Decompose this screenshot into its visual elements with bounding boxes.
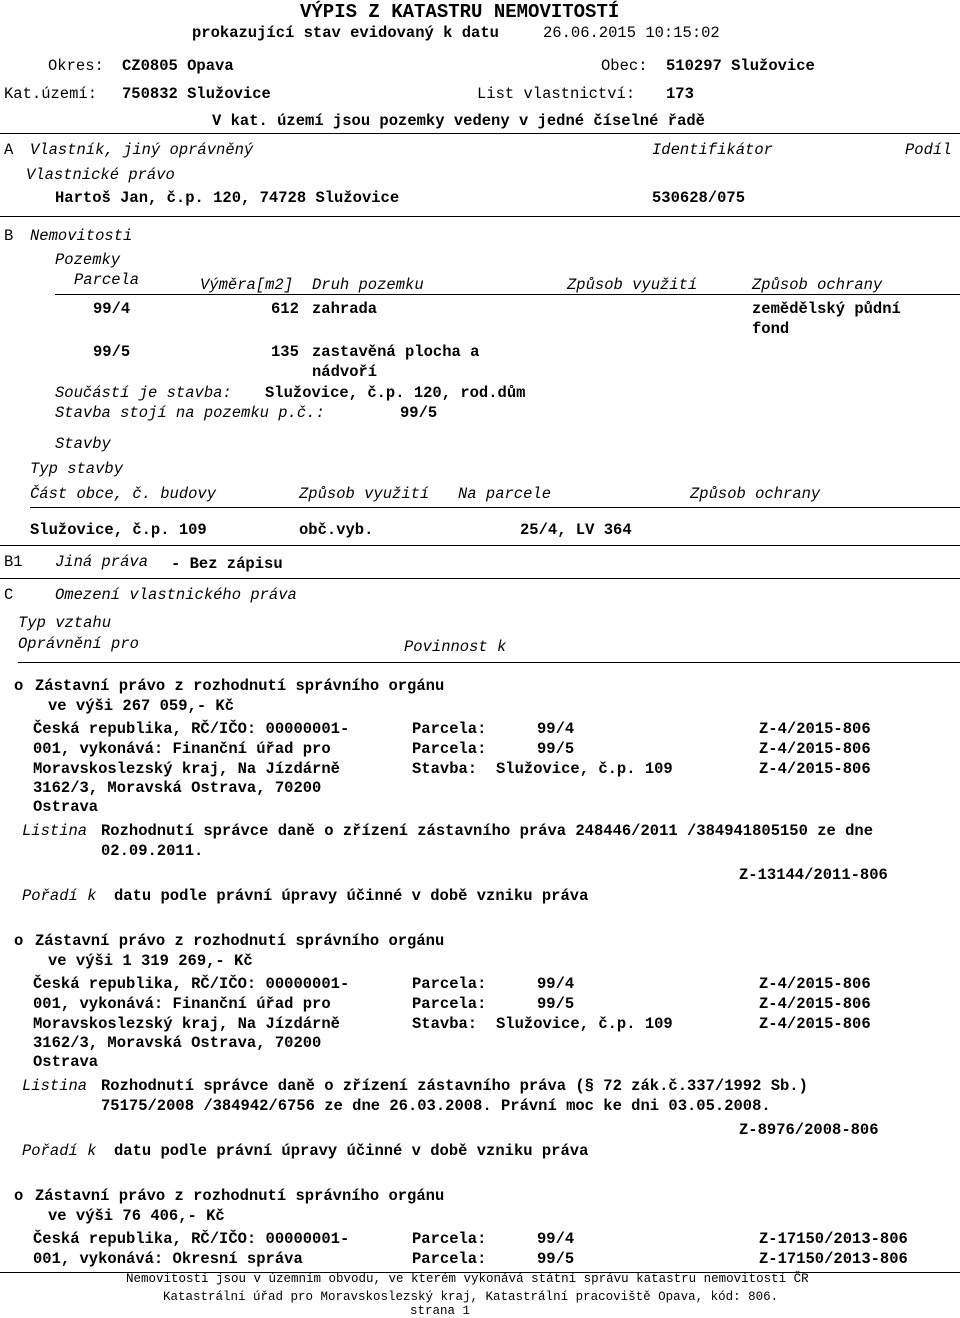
listina-label: Listina: [22, 1077, 88, 1095]
col-zpusob-ochrany-stavby: Způsob ochrany: [690, 485, 821, 503]
parcel-number: 99/5: [93, 343, 131, 361]
divider: [30, 507, 960, 508]
duty-value: 99/4: [537, 975, 575, 993]
lien-title: Zástavní právo z rozhodnutí správního orgánu: [35, 1187, 445, 1205]
creditor-line: 3162/3, Moravská Ostrava, 70200: [33, 1034, 322, 1052]
listina-text-cont: 75175/2008 /384942/6756 ze dne 26.03.2008. Právní moc ke dni 03.05.2008.: [101, 1097, 771, 1115]
section-b1-value: - Bez zápisu: [171, 555, 283, 573]
typ-vztahu-label: Typ vztahu: [18, 614, 112, 632]
duty-value: Služovice, č.p. 109: [496, 760, 673, 778]
parcel-area: 135: [271, 343, 299, 361]
col-zpusob-vyuziti: Způsob využití: [567, 276, 698, 294]
bullet: o: [14, 1187, 24, 1205]
section-b1-heading: Jiná práva: [55, 553, 149, 571]
divider: [55, 294, 960, 295]
col-druh-pozemku: Druh pozemku: [312, 276, 424, 294]
col-identifikator: Identifikátor: [652, 141, 773, 159]
poradi-text: datu podle právní úpravy účinné v době vzniku práva: [114, 887, 589, 905]
pozemky-label: Pozemky: [55, 251, 121, 269]
creditor-line: Moravskoslezský kraj, Na Jízdárně: [33, 1015, 340, 1033]
duty-ref: Z-4/2015-806: [759, 720, 871, 738]
section-b1-letter: B1: [4, 553, 23, 571]
divider: [0, 216, 960, 217]
duty-ref: Z-17150/2013-806: [759, 1250, 908, 1268]
duty-value: 99/5: [537, 995, 575, 1013]
listina-text: Rozhodnutí správce daně o zřízení zástavního práva 248446/2011 /384941805150 ze dne: [101, 822, 874, 840]
col-parcela: Parcela: [74, 271, 140, 289]
duty-value: 99/5: [537, 740, 575, 758]
col-vymera: Výměra[m2]: [200, 276, 294, 294]
lien-amount: ve výši 76 406,- Kč: [48, 1207, 225, 1225]
footer-line-1: Nemovitosti jsou v územním obvodu, ve kterém vykonává státní správu katastru nemovitostí ČR: [126, 1272, 809, 1286]
col-zpusob-ochrany: Způsob ochrany: [752, 276, 883, 294]
list-vlastnictvi-label: List vlastnictví:: [477, 85, 636, 103]
duty-ref: Z-4/2015-806: [759, 1015, 871, 1033]
duty-kind: Parcela:: [412, 1250, 487, 1268]
parcel-area: 612: [271, 300, 299, 318]
obec-value: 510297 Služovice: [666, 57, 815, 75]
creditor-line: Ostrava: [33, 1053, 99, 1071]
parcel-protection-cont: fond: [752, 320, 790, 338]
duty-value: 99/4: [537, 1230, 575, 1248]
parcel-number: 99/4: [93, 300, 131, 318]
owner-name: Hartoš Jan, č.p. 120, 74728 Služovice: [55, 189, 400, 207]
parcel-protection: zemědělský půdní: [752, 300, 901, 318]
parcel-type-cont: nádvoří: [312, 363, 378, 381]
katuzemi-value: 750832 Služovice: [122, 85, 271, 103]
creditor-line: Česká republika, RČ/IČO: 00000001-: [33, 975, 350, 993]
duty-value: Služovice, č.p. 109: [496, 1015, 673, 1033]
col-zpusob-vyuziti-stavby: Způsob využití: [299, 485, 430, 503]
building-parcela: 25/4, LV 364: [520, 521, 632, 539]
listina-text-cont: 02.09.2011.: [101, 842, 204, 860]
poradi-label: Pořadí k: [22, 1142, 97, 1160]
soucasti-value: Služovice, č.p. 120, rod.dům: [265, 384, 526, 402]
section-b-heading: Nemovitosti: [30, 227, 133, 245]
duty-ref: Z-4/2015-806: [759, 760, 871, 778]
section-c-letter: C: [4, 586, 14, 604]
divider: [0, 133, 960, 134]
lien-amount: ve výši 267 059,- Kč: [48, 697, 235, 715]
listina-label: Listina: [22, 822, 88, 840]
footer-line-2: Katastrální úřad pro Moravskoslezský kraj, Katastrální pracoviště Opava, kód: 806.: [163, 1290, 779, 1304]
col-na-parcele: Na parcele: [458, 485, 552, 503]
section-b-letter: B: [4, 227, 14, 245]
listina-ref: Z-13144/2011-806: [739, 866, 888, 884]
document-subtitle: prokazující stav evidovaný k datu: [192, 24, 499, 42]
section-a-letter: A: [4, 141, 14, 159]
duty-kind: Stavba:: [412, 1015, 478, 1033]
soucasti-label: Součástí je stavba:: [55, 384, 232, 402]
poradi-text: datu podle právní úpravy účinné v době vzniku práva: [114, 1142, 589, 1160]
listina-text: Rozhodnutí správce daně o zřízení zástavního práva (§ 72 zák.č.337/1992 Sb.): [101, 1077, 808, 1095]
stavby-label: Stavby: [55, 435, 111, 453]
vlastnicke-pravo-label: Vlastnické právo: [26, 166, 175, 184]
creditor-line: Česká republika, RČ/IČO: 00000001-: [33, 720, 350, 738]
opravneni-pro-label: Oprávnění pro: [18, 635, 139, 653]
duty-value: 99/4: [537, 720, 575, 738]
cislovani-note: V kat. území jsou pozemky vedeny v jedné číselné řadě: [212, 112, 705, 130]
creditor-line: 001, vykonává: Finanční úřad pro: [33, 995, 331, 1013]
col-cast-obce: Část obce, č. budovy: [30, 485, 217, 503]
creditor-line: Česká republika, RČ/IČO: 00000001-: [33, 1230, 350, 1248]
duty-kind: Parcela:: [412, 1230, 487, 1248]
typ-stavby-label: Typ stavby: [30, 460, 124, 478]
divider: [0, 578, 960, 579]
parcel-type: zastavěná plocha a: [312, 343, 480, 361]
lien-title: Zástavní právo z rozhodnutí správního orgánu: [35, 677, 445, 695]
divider: [0, 545, 960, 546]
poradi-label: Pořadí k: [22, 887, 97, 905]
lien-amount: ve výši 1 319 269,- Kč: [48, 952, 253, 970]
duty-value: 99/5: [537, 1250, 575, 1268]
creditor-line: Ostrava: [33, 798, 99, 816]
creditor-line: 3162/3, Moravská Ostrava, 70200: [33, 779, 322, 797]
page-number: strana 1: [410, 1304, 471, 1318]
duty-kind: Parcela:: [412, 740, 487, 758]
okres-label: Okres:: [48, 57, 104, 75]
section-a-heading: Vlastník, jiný oprávněný: [30, 141, 254, 159]
duty-ref: Z-4/2015-806: [759, 975, 871, 993]
parcel-type: zahrada: [312, 300, 378, 318]
listina-ref: Z-8976/2008-806: [739, 1121, 879, 1139]
bullet: o: [14, 677, 24, 695]
duty-kind: Parcela:: [412, 995, 487, 1013]
okres-value: CZ0805 Opava: [122, 57, 234, 75]
povinnost-k-label: Povinnost k: [404, 638, 507, 656]
duty-kind: Parcela:: [412, 975, 487, 993]
list-vlastnictvi-value: 173: [666, 85, 694, 103]
duty-kind: Stavba:: [412, 760, 478, 778]
creditor-line: Moravskoslezský kraj, Na Jízdárně: [33, 760, 340, 778]
creditor-line: 001, vykonává: Okresní správa: [33, 1250, 303, 1268]
creditor-line: 001, vykonává: Finanční úřad pro: [33, 740, 331, 758]
duty-ref: Z-4/2015-806: [759, 995, 871, 1013]
section-c-heading: Omezení vlastnického práva: [55, 586, 297, 604]
building-cast: Služovice, č.p. 109: [30, 521, 207, 539]
duty-ref: Z-17150/2013-806: [759, 1230, 908, 1248]
stoji-label: Stavba stojí na pozemku p.č.:: [55, 404, 325, 422]
bullet: o: [14, 932, 24, 950]
divider: [18, 662, 960, 663]
document-title: VÝPIS Z KATASTRU NEMOVITOSTÍ: [300, 1, 620, 23]
duty-ref: Z-4/2015-806: [759, 740, 871, 758]
duty-kind: Parcela:: [412, 720, 487, 738]
col-podil: Podíl: [905, 141, 952, 159]
owner-id: 530628/075: [652, 189, 746, 207]
lien-title: Zástavní právo z rozhodnutí správního orgánu: [35, 932, 445, 950]
katuzemi-label: Kat.území:: [4, 85, 98, 103]
obec-label: Obec:: [601, 57, 648, 75]
stoji-value: 99/5: [400, 404, 438, 422]
document-date: 26.06.2015 10:15:02: [543, 24, 720, 42]
building-vyuziti: obč.vyb.: [299, 521, 374, 539]
